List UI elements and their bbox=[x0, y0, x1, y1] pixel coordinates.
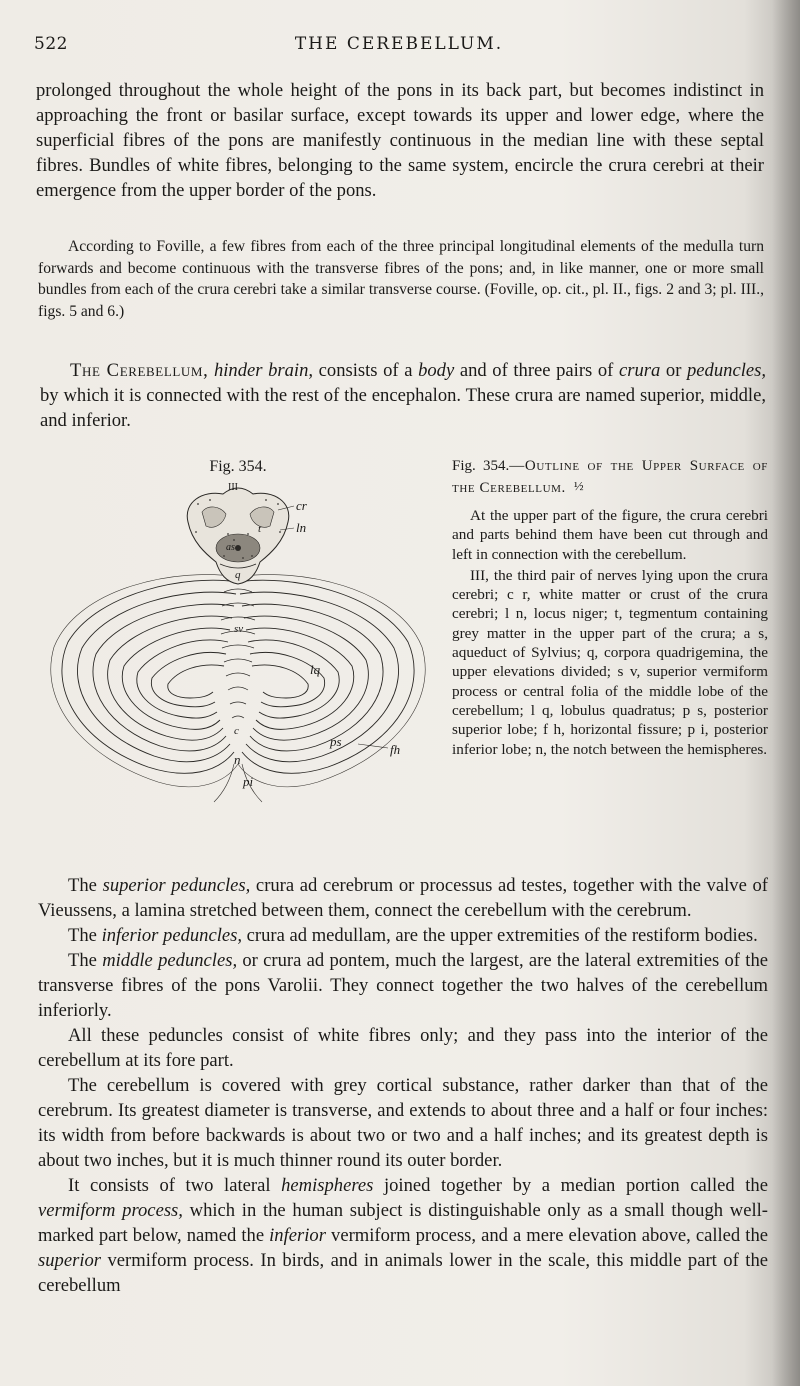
figure-label: Fig. 354. bbox=[209, 458, 267, 475]
label-sv: sv bbox=[234, 623, 244, 635]
term-hinder-brain: hinder brain, bbox=[213, 360, 314, 381]
caption-figure-number: Fig. 354. bbox=[452, 458, 510, 474]
left-hemisphere-folia bbox=[62, 580, 238, 773]
right-hemisphere-folia bbox=[238, 580, 414, 773]
running-title: THE CEREBELLUM. bbox=[294, 34, 504, 54]
label-t: t bbox=[258, 523, 262, 535]
label-cr: cr bbox=[296, 498, 307, 513]
vermis-folia bbox=[221, 589, 255, 718]
label-lq: lq bbox=[310, 662, 321, 677]
paragraph-superior-peduncles: The superior peduncles, crura ad cerebrum or processus ad testes, together with the valve of Vieussens, a lamina stretched between them, connect the cerebellum with the cerebrum. bbox=[38, 875, 768, 921]
label-n: n bbox=[234, 752, 241, 767]
label-ln: ln bbox=[296, 520, 307, 535]
figure-caption bbox=[452, 456, 768, 759]
paragraph-foville-note: According to Foville, a few fibres from each of the three principal longitudinal elements of the medulla turn forwards and become continuous with the transverse fibres of the pons; and, in like manner, one or more small bundles from each of the crura cerebri take a similar transverse course. (Foville, op. cit., pl. II., figs. 2 and 3; pl. III., figs. 5 and 6.) bbox=[38, 238, 764, 320]
term-cerebellum: The Cerebellum, bbox=[70, 360, 209, 381]
label-III: III bbox=[228, 482, 238, 493]
cerebellum-illustration bbox=[38, 482, 438, 812]
caption-paragraph-2: III, the third pair of nerves lying upon the crura cerebri; c r, white matter or crust of the crura cerebri; l n, locus niger; t, tegmentum containing grey matter in the upper part of the crura; a s, aqueduct of Sylvius; q, corpora quadrigemina, the upper elevations divided; s v, superior vermiform process or central folia of the middle lobe of the cerebellum; l q, lobulus quadratus; p s, posterior superior lobe; f h, horizontal fissure; p i, posterior inferior lobe; n, the notch between the hemispheres. bbox=[452, 566, 768, 758]
paragraph-cortical-substance: The cerebellum is covered with grey cortical substance, rather darker than that of the cerebrum. Its greatest diameter is transverse, and extends to about three and a half or four inches: its width from before backwards is about two or two and a half inches; and its greatest depth is about two inches, but it is much thinner round its outer border. bbox=[38, 1075, 768, 1171]
page-number: 522 bbox=[34, 34, 68, 54]
caption-paragraph-1: At the upper part of the figure, the crura cerebri and parts behind them have been cut through and left in connection with the cerebellum. bbox=[452, 507, 768, 563]
caption-title bbox=[452, 456, 768, 498]
paragraph-continued: prolonged throughout the whole height of the pons in its back part, but becomes indistinct in approaching the front or basilar surface, except towards its upper and lower edge, where the superficial fibres of the pons are manifestly continuous in the median line with these septal fibres. Bundles of white fibres, belonging to the same system, encircle the crura cerebri at their emergence from the upper border of the pons. bbox=[36, 80, 764, 201]
leader-lines bbox=[278, 506, 388, 748]
paragraph-inferior-peduncles: The inferior peduncles, crura ad medullam, are the upper extremities of the restiform bodies. bbox=[68, 925, 758, 946]
caption-heading: —Outline of the Upper Surface of the Cerebellum. bbox=[452, 458, 768, 496]
label-pi: pi bbox=[243, 774, 254, 789]
label-as: as bbox=[226, 542, 235, 553]
paragraph-cerebellum-intro: The Cerebellum, hinder brain, consists of a body and of three pairs of crura or peduncles, by which it is connected with the rest of the encephalon. These crura are named superior, middle, and inferior. bbox=[40, 360, 766, 431]
figure-354 bbox=[38, 452, 438, 852]
page-header bbox=[34, 34, 764, 60]
paragraph-white-fibres: All these peduncles consist of white fibres only; and they pass into the interior of the cerebellum at its fore part. bbox=[38, 1025, 768, 1071]
label-c: c bbox=[234, 725, 239, 737]
paragraph-hemispheres: It consists of two lateral hemispheres joined together by a median portion called the vermiform process, which in the human subject is distinguishable only as a small though well-marked part below, named the inferior vermiform process, and a mere elevation above, called the superior vermiform process. In birds, and in animals lower in the scale, this middle part of the cerebellum bbox=[38, 1175, 769, 1296]
label-q: q bbox=[235, 569, 241, 581]
label-fh: fh bbox=[390, 742, 401, 757]
page-binding-shadow bbox=[772, 0, 800, 1386]
label-ps: ps bbox=[330, 734, 342, 749]
caption-scale: ½ bbox=[573, 478, 585, 493]
paragraph-middle-peduncles: The middle peduncles, or crura ad pontem, much the largest, are the lateral extremities of the transverse fibres of the pons Varolii. They connect together the two halves of the cerebellum inferiorly. bbox=[38, 950, 768, 1021]
outer-contour bbox=[51, 575, 425, 802]
peduncles-section bbox=[38, 873, 768, 1298]
